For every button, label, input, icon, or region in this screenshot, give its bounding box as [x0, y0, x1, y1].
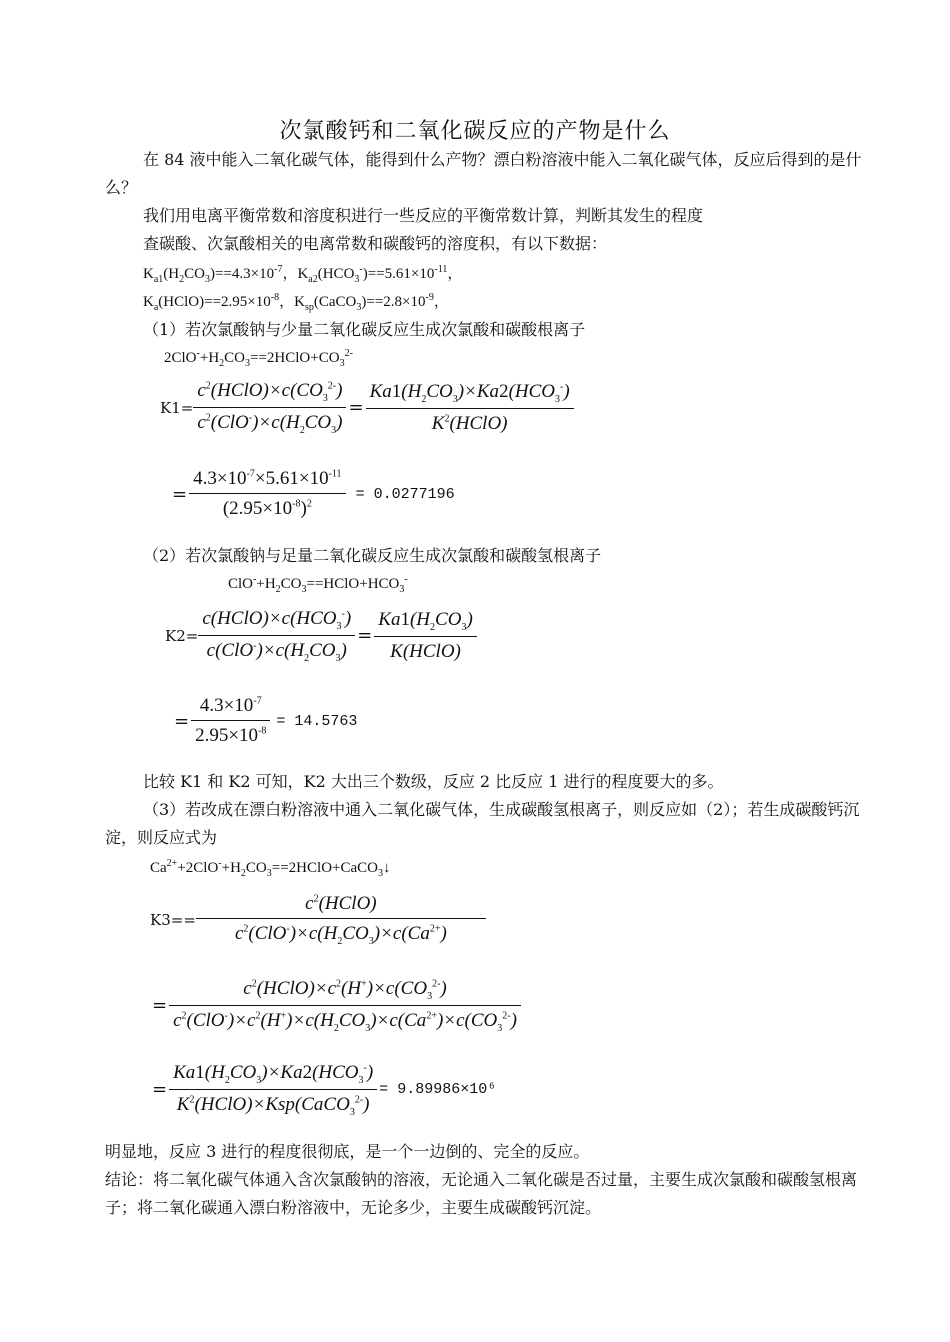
k2-numeric-fraction: $\frac{4.3\times 10^{-7}}{2.95\times 10^{-8}}$ [191, 695, 270, 747]
lookup-paragraph: 查碳酸、次氯酸相关的电离常数和碳酸钙的溶度积，有以下数据： [143, 234, 608, 253]
constants-line-2: $K_a(HClO)==2.95\times 10^{-8}$，$K_{sp}(CaCO_3)==2.8\times 10^{-9}$， [143, 292, 449, 313]
case1-equation: $2ClO^-+H_2CO_3==2HClO+CO_3^{2-}$ [164, 348, 353, 369]
k2-numeric: = $\frac{4.3\times 10^{-7}}{2.95\times 10^{-8}}$ = 14.5763 [174, 695, 358, 746]
k3-result: = 9.89986×10⁶ [379, 1081, 497, 1099]
constants-line-1: $K_{a1}(H_2CO_3)==4.3\times 10^{-7}$，$K_{a2}(HCO_3^-)==5.61\times 10^{-11}$， [143, 264, 463, 285]
case3-heading: （3）若改成在漂白粉溶液中通入二氧化碳气体，生成碳酸氢根离子，则反应如（2）；若生成碳酸钙沉淀，则反应式为 [105, 800, 860, 847]
case1-heading: （1）若次氯酸钠与少量二氧化碳反应生成次氯酸和碳酸根离子 [143, 320, 586, 339]
k3-conc-fraction: $\frac{c^2(HClO)}{c^2(ClO^-)\times c(H_2CO_3)\times c(Ca^{2+})}$ [196, 893, 486, 947]
k1-result: = 0.0277196 [355, 485, 455, 503]
case3-equation: $Ca^{2+}+2ClO^-+H_2CO_3==2HClO+CaCO_3↓$ [150, 858, 391, 879]
page-title: 次氯酸钙和二氧化碳反应的产物是什么 [279, 119, 671, 144]
conclusion-paragraph: 结论：将二氧化碳气体通入含次氯酸钠的溶液，无论通入二氧化碳是否过量，主要生成次氯酸和碳酸氢根离子；将二氧化碳通入漂白粉溶液中，无论多少，主要生成碳酸钙沉淀。 [105, 1170, 858, 1217]
k2-result: = 14.5763 [276, 712, 358, 730]
intro-paragraph: 在 84 液中能入二氧化碳气体，能得到什么产物？漂白粉溶液中能入二氧化碳气体，反应后得到的是什么？ [105, 150, 862, 197]
k3-constant-fraction: $\frac{Ka1(H_2CO_3)\times Ka2(HCO_3^-)}{K^2(HClO)\times Ksp(CaCO_3^{2-})}$ [169, 1062, 377, 1118]
k1-numeric: = $\frac{4.3\times 10^{-7}\times 5.61\times 10^{-11}}{(2.95\times 10^{-8})^2}$ = 0.0277196 [172, 468, 455, 519]
k3-formula [150, 893, 486, 947]
k2-formula: K2= $\frac{c(HClO)\times c(HCO_3^-)}{c(ClO^-)\times c(H_2CO_3)}$ = $\frac{Ka1(H_2CO_3)}{\text{K(HClO)}}$ [165, 608, 477, 664]
obvious-paragraph: 明显地，反应 3 进行的程度很彻底，是一个一边倒的、完全的反应。 [105, 1142, 590, 1161]
k3-expanded: = $\frac{c^2(HClO)\times c^2(H^+)\times c(CO_3^{2-})}{c^2(ClO^-)\times c^2(H^+)\times c(H_2CO_3)\times c(Ca^{2+})\times c(CO_3^{2-})}$ [150, 978, 521, 1034]
k3-label: K3== [150, 910, 196, 929]
k1-constant-fraction: $\frac{Ka1(H_2CO_3)\times Ka2(HCO_3^-)}{K^2(HClO)}$ [366, 381, 574, 435]
k2-conc-fraction: $\frac{c(HClO)\times c(HCO_3^-)}{c(ClO^-)\times c(H_2CO_3)}$ [198, 608, 355, 664]
k1-conc-fraction: $\frac{c^2(HClO)\times c(CO_3^{2-})}{c^2(ClO^-)\times c(H_2CO_3)}$ [193, 380, 346, 436]
case2-heading: （2）若次氯酸钠与足量二氧化碳反应生成次氯酸和碳酸氢根离子 [143, 546, 602, 565]
k2-constant-fraction: $\frac{Ka1(H_2CO_3)}{\text{K(HClO)}}$ [374, 609, 476, 663]
k2-label: K2= [165, 626, 199, 645]
k1-formula: K1= $\frac{c^2(HClO)\times c(CO_3^{2-})}{c^2(ClO^-)\times c(H_2CO_3)}$ = $\frac{Ka1(H_2CO_3)\times Ka2(HCO_3^-)}{K^2(HClO)}$ [160, 380, 574, 436]
k3-constants: = $\frac{Ka1(H_2CO_3)\times Ka2(HCO_3^-)}{K^2(HClO)\times Ksp(CaCO_3^{2-})}$ = 9.89986×10⁶ [152, 1062, 497, 1118]
method-paragraph: 我们用电离平衡常数和溶度积进行一些反应的平衡常数计算，判断其发生的程度 [143, 206, 704, 225]
k1-numeric-fraction: $\frac{4.3\times 10^{-7}\times 5.61\times 10^{-11}}{(2.95\times 10^{-8})^2}$ [189, 468, 345, 520]
compare-paragraph: 比较 K1 和 K2 可知，K2 大出三个数级，反应 2 比反应 1 进行的程度要大的多。 [143, 772, 724, 791]
k3-expanded-fraction: $\frac{c^2(HClO)\times c^2(H^+)\times c(CO_3^{2-})}{c^2(ClO^-)\times c^2(H^+)\times c(H_2CO_3)\times c(Ca^{2+})\times c(CO_3^{2-})}$ [169, 978, 521, 1034]
case2-equation: $ClO^-+H_2CO_3==HClO+HCO_3^-$ [228, 574, 408, 595]
k1-label: K1= [160, 398, 194, 417]
